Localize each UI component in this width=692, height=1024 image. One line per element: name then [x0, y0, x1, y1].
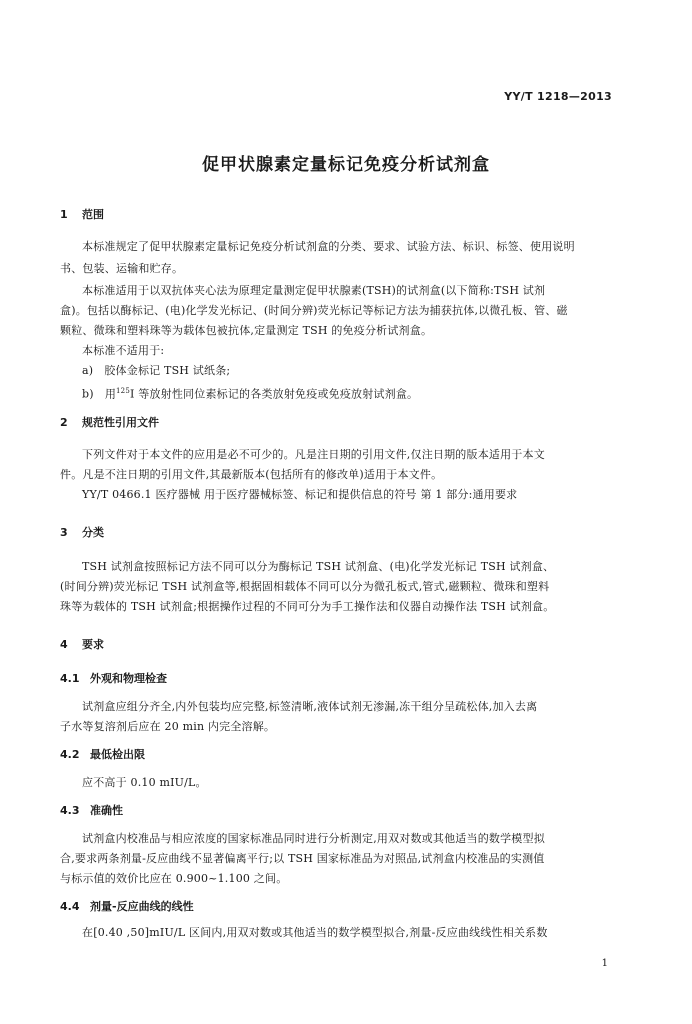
paragraph-line: 书、包装、运输和贮存。 — [60, 262, 184, 275]
paragraph-line: (时间分辨)荧光标记 TSH 试剂盒等,根据固相载体不同可以分为微孔板式,管式,磁颗粒、微珠和塑料 — [60, 580, 550, 593]
paragraph-line: 与标示值的效价比应在 0.900~1.100 之间。 — [60, 872, 288, 885]
section-title: 规范性引用文件 — [82, 416, 159, 429]
section-title: 最低检出限 — [90, 748, 145, 761]
section-number: 4 — [60, 638, 68, 651]
section-title: 范围 — [82, 208, 104, 221]
section-title: 外观和物理检查 — [90, 672, 167, 685]
list-item-b — [82, 384, 418, 402]
paragraph-line: 试剂盒应组分齐全,内外包装均应完整,标签清晰,液体试剂无渗漏,冻干组分呈疏松体,加入去离 — [82, 700, 538, 713]
paragraph-line: 应不高于 0.10 mIU/L。 — [82, 776, 207, 789]
list-text: 用 — [104, 387, 117, 401]
section-title: 要求 — [82, 638, 104, 651]
isotope-superscript: 125 — [116, 387, 130, 395]
section-number: 4.4 — [60, 900, 80, 913]
section-number: 4.2 — [60, 748, 80, 761]
paragraph-line: 本标准不适用于: — [82, 344, 165, 357]
normative-reference: YY/T 0466.1 医疗器械 用于医疗器械标签、标记和提供信息的符号 第 1 部分:通用要求 — [82, 488, 518, 501]
section-1-heading — [60, 206, 104, 222]
paragraph-line: 件。凡是不注日期的引用文件,其最新版本(包括所有的修改单)适用于本文件。 — [60, 468, 443, 481]
paragraph-line: 本标准规定了促甲状腺素定量标记免疫分析试剂盒的分类、要求、试验方法、标识、标签、使用说明 — [82, 240, 575, 253]
section-number: 2 — [60, 416, 68, 429]
standard-number: YY/T 1218—2013 — [504, 90, 612, 103]
list-text: I 等放射性同位素标记的各类放射免疫或免疫放射试剂盒。 — [130, 387, 419, 401]
section-3-heading — [60, 524, 104, 540]
section-2-heading — [60, 414, 159, 430]
section-number: 3 — [60, 526, 68, 539]
paragraph-line: 合,要求两条剂量-反应曲线不显著偏离平行;以 TSH 国家标准品为对照品,试剂盒内校准品的实测值 — [60, 852, 545, 865]
section-title: 分类 — [82, 526, 104, 539]
section-4-2-heading — [60, 746, 145, 762]
section-title: 准确性 — [90, 804, 123, 817]
list-item-a — [82, 364, 230, 378]
paragraph-line: 子水等复溶剂后应在 20 min 内完全溶解。 — [60, 720, 276, 733]
paragraph-line: 颗粒、微珠和塑料珠等为载体包被抗体,定量测定 TSH 的免疫分析试剂盒。 — [60, 324, 433, 337]
section-4-4-heading — [60, 898, 194, 914]
list-label: a) — [82, 364, 94, 377]
list-text: 胶体金标记 TSH 试纸条; — [104, 364, 231, 377]
paragraph-line: 在[0.40 ,50]mIU/L 区间内,用双对数或其他适当的数学模型拟合,剂量-反应曲线线性相关系数 — [82, 926, 548, 939]
paragraph-line: 本标准适用于以双抗体夹心法为原理定量测定促甲状腺素(TSH)的试剂盒(以下简称:TSH 试剂 — [82, 284, 546, 297]
paragraph-line: TSH 试剂盒按照标记方法不同可以分为酶标记 TSH 试剂盒、(电)化学发光标记 TSH 试剂盒、 — [82, 560, 555, 573]
paragraph-line: 试剂盒内校准品与相应浓度的国家标准品同时进行分析测定,用双对数或其他适当的数学模型拟 — [82, 832, 545, 845]
section-title: 剂量-反应曲线的线性 — [90, 900, 194, 913]
section-4-heading — [60, 636, 104, 652]
section-number: 4.1 — [60, 672, 80, 685]
paragraph-line: 下列文件对于本文件的应用是必不可少的。凡是注日期的引用文件,仅注日期的版本适用于本文 — [82, 448, 545, 461]
paragraph-line: 珠等为载体的 TSH 试剂盒;根据操作过程的不同可分为手工操作法和仪器自动操作法 TSH 试剂盒。 — [60, 600, 555, 613]
paragraph-line: 盒)。包括以酶标记、(电)化学发光标记、(时间分辨)荧光标记等标记方法为捕获抗体,以微孔板、管、磁 — [60, 304, 568, 317]
page-number: 1 — [601, 958, 608, 969]
section-4-3-heading — [60, 802, 123, 818]
section-number: 1 — [60, 208, 68, 221]
section-4-1-heading — [60, 670, 167, 686]
section-number: 4.3 — [60, 804, 80, 817]
list-label: b) — [82, 387, 94, 401]
document-title: 促甲状腺素定量标记免疫分析试剂盒 — [202, 155, 490, 175]
